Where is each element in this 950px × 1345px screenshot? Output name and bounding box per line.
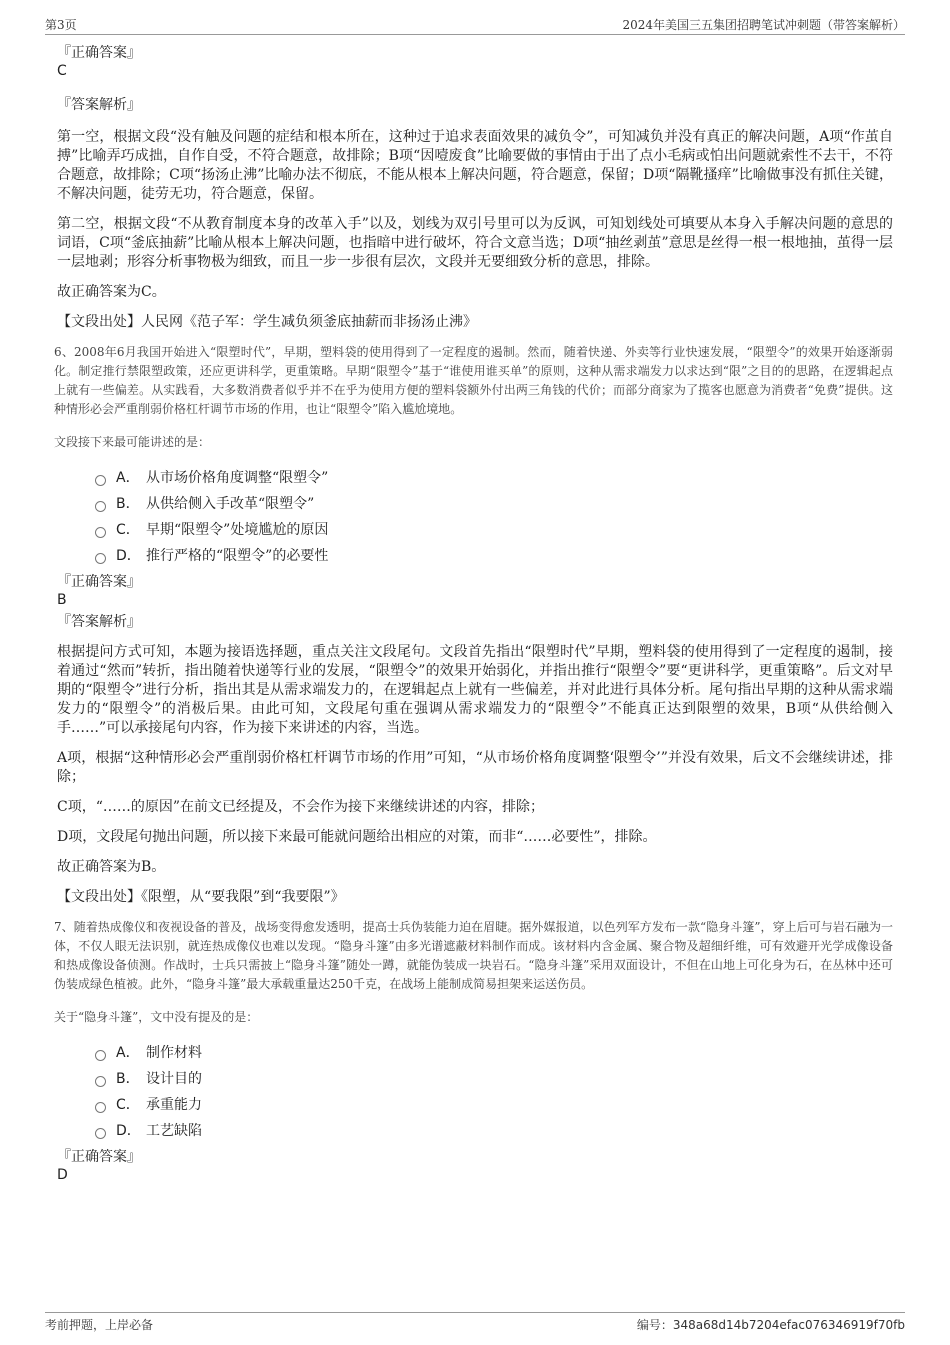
option-list bbox=[57, 1040, 893, 1144]
page-content bbox=[54, 44, 893, 1200]
option-b[interactable]: B． 从供给侧入手改革“限塑令” bbox=[95, 491, 893, 517]
answer-label: 『正确答案』 bbox=[57, 574, 141, 590]
option-c[interactable]: C． 承重能力 bbox=[95, 1092, 893, 1118]
option-b[interactable]: B． 设计目的 bbox=[95, 1066, 893, 1092]
answer-label: 『正确答案』 bbox=[57, 45, 141, 61]
radio-icon[interactable] bbox=[95, 1128, 106, 1139]
analysis-label: 『答案解析』 bbox=[57, 97, 141, 113]
correct-answer: B bbox=[57, 592, 67, 608]
question-stem: 6、2008年6月我国开始进入“限塑时代”，早期，塑料袋的使用得到了一定程度的遏制。然而，随着快递、外卖等行业快速发展，“限塑令”的效果开始逐渐弱化。制定推行禁限塑政策，还应更讲科学，更重策略。早期“限塑令”基于“谁使用谁买单”的原则，这种从需求端发力以求达到“限”之目的的思路，在逻辑起点上就有一些偏差。从实践看，大多数消费者似乎并不在乎为使用方便的塑料袋额外付出两三角钱的代价；而部分商家为了揽客也愿意为消费者“免费”提供。这种情形必会严重削弱价格杠杆调节市场的作用，也让“限塑令”陷入尴尬境地。 bbox=[54, 345, 893, 416]
radio-icon[interactable] bbox=[95, 1102, 106, 1113]
option-d[interactable]: D． 推行严格的“限塑令”的必要性 bbox=[95, 543, 893, 569]
analysis-label: 『答案解析』 bbox=[57, 614, 141, 630]
document-title: 2024年美国三五集团招聘笔试冲刺题（带答案解析） bbox=[622, 18, 905, 32]
option-d[interactable]: D． 工艺缺陷 bbox=[95, 1118, 893, 1144]
source-citation: 【文段出处】人民网《范子军：学生减负须釜底抽薪而非扬汤止沸》 bbox=[57, 314, 477, 330]
analysis-paragraph: 根据提问方式可知，本题为接语选择题，重点关注文段尾句。文段首先指出“限塑时代”早期，塑料袋的使用得到了一定程度的遏制，接着通过“然而”转折，指出随着快递等行业的发展，“限塑令”的效果开始弱化，并指出推行“限塑令”要“更讲科学，更重策略”。后文对早期的“限塑令”进行分析，指出其是从需求端发力的，在逻辑起点上就有一些偏差，并对此进行具体分析。尾句指出早期的这种从需求端发力的“限塑令”的消极后果。由此可知，文段尾句重在强调从需求端发力的“限塑令”不能真正达到限塑的效果，B项“从供给侧入手……”可以承接尾句内容，作为接下来讲述的内容，当选。 bbox=[57, 644, 893, 736]
analysis-paragraph: D项，文段尾句抛出问题，所以接下来最可能就问题给出相应的对策，而非“……必要性”，排除。 bbox=[57, 829, 657, 845]
option-list bbox=[57, 465, 893, 569]
analysis-paragraph: A项，根据“这种情形必会严重削弱价格杠杆调节市场的作用”可知，“从市场价格角度调整‘限塑令’”并没有效果，后文不会继续讲述，排除； bbox=[57, 750, 893, 785]
question-stem: 7、随着热成像仪和夜视设备的普及，战场变得愈发透明，提高士兵伪装能力迫在眉睫。据外媒报道，以色列军方发布一款“隐身斗篷”，穿上后可与岩石融为一体，不仅人眼无法识别，就连热成像仪也难以发现。“隐身斗篷”由多光谱遮蔽材料制作而成。该材料内含金属、聚合物及超细纤维，可有效避开光学成像设备和热成像设备侦测。作战时，士兵只需披上“隐身斗篷”随处一蹲，就能伪装成一块岩石。“隐身斗篷”采用双面设计，不但在山地上可化身为石，在丛林中还可伪装成绿色植被。此外，“隐身斗篷”最大承载重量达250千克，在战场上能制成简易担架来运送伤员。 bbox=[54, 920, 893, 991]
source-citation: 【文段出处】《限塑，从“要我限”到“我要限”》 bbox=[57, 889, 345, 905]
page-footer bbox=[45, 1312, 905, 1335]
document-id: 编号：348a68d14b7204efac076346919f70fb bbox=[636, 1318, 905, 1332]
correct-answer: D bbox=[57, 1167, 68, 1183]
analysis-paragraph: C项，“……的原因”在前文已经提及，不会作为接下来继续讲述的内容，排除； bbox=[57, 799, 545, 815]
option-a[interactable]: A． 制作材料 bbox=[95, 1040, 893, 1066]
radio-icon[interactable] bbox=[95, 1076, 106, 1087]
radio-icon[interactable] bbox=[95, 501, 106, 512]
radio-icon[interactable] bbox=[95, 475, 106, 486]
page-header bbox=[45, 14, 905, 35]
question-prompt: 关于“隐身斗篷”，文中没有提及的是： bbox=[54, 1010, 259, 1024]
question-prompt: 文段接下来最可能讲述的是： bbox=[54, 435, 211, 449]
radio-icon[interactable] bbox=[95, 553, 106, 564]
analysis-paragraph: 第二空，根据文段“不从教育制度本身的改革入手”以及，划线为双引号里可以为反讽，可知划线处可填要从本身入手解决问题的意思的词语，C项“釜底抽薪”比喻从根本上解决问题，也指暗中进行破坏，符合文意当选；D项“抽丝剥茧”意思是丝得一根一根地抽，茧得一层一层地剥；形容分析事物极为细致，而且一步一步很有层次，文段并无要细致分析的意思，排除。 bbox=[57, 216, 893, 270]
footer-slogan: 考前押题，上岸必备 bbox=[45, 1318, 154, 1332]
option-c[interactable]: C． 早期“限塑令”处境尴尬的原因 bbox=[95, 517, 893, 543]
analysis-conclusion: 故正确答案为B。 bbox=[57, 859, 166, 875]
radio-icon[interactable] bbox=[95, 1050, 106, 1061]
analysis-paragraph: 第一空，根据文段“没有触及问题的症结和根本所在，这种过于追求表面效果的减负令”，可知减负并没有真正的解决问题，A项“作茧自搏”比喻弄巧成拙，自作自受，不符合题意，故排除；B项“因噎废食”比喻要做的事情由于出了点小毛病或怕出问题就索性不去干，不符合题意，故排除；C项“扬汤止沸”比喻办法不彻底，不能从根本上解决问题，符合题意，保留；D项“隔靴搔痒”比喻做事没有抓住关键，不解决问题，徒劳无功，符合题意，保留。 bbox=[57, 129, 893, 202]
answer-label: 『正确答案』 bbox=[57, 1149, 141, 1165]
analysis-conclusion: 故正确答案为C。 bbox=[57, 284, 166, 300]
correct-answer: C bbox=[57, 63, 67, 79]
page-number: 第3页 bbox=[45, 18, 77, 32]
option-a[interactable]: A． 从市场价格角度调整“限塑令” bbox=[95, 465, 893, 491]
radio-icon[interactable] bbox=[95, 527, 106, 538]
